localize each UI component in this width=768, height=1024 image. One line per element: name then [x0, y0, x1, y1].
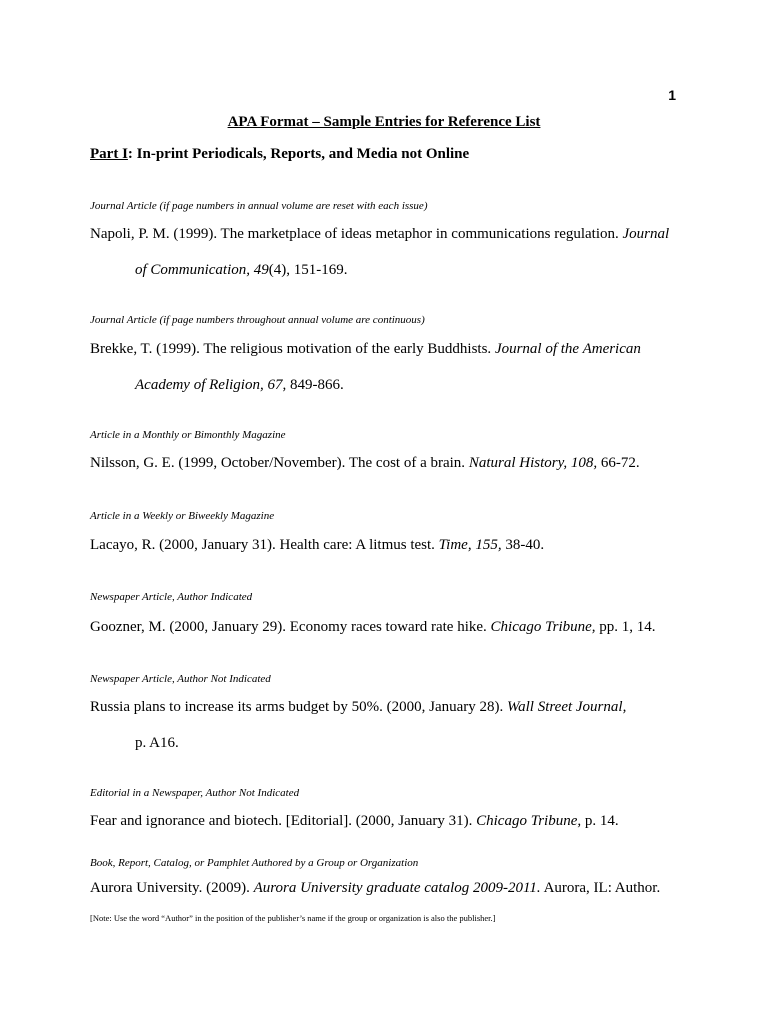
- entry-text: Russia plans to increase its arms budget by 50%. (2000, January 28).: [90, 699, 508, 715]
- entry-label: Article in a Weekly or Biweekly Magazine: [90, 510, 275, 522]
- entry-italic: Natural History, 108,: [468, 455, 598, 471]
- entry-text: 66-72.: [597, 455, 640, 471]
- entry-text: Aurora, IL: Author.: [540, 880, 661, 896]
- entry-text: 849-866.: [286, 377, 344, 393]
- entry-label: Journal Article (if page numbers throughout annual volume are continuous): [90, 314, 425, 326]
- entry-continuation: [90, 367, 641, 403]
- entry-italic: Journal of the American: [494, 341, 641, 357]
- entry-continuation: [90, 725, 626, 761]
- entry-text: (4), 151-169.: [268, 262, 348, 278]
- entry-label: Article in a Monthly or Bimonthly Magazine: [90, 429, 286, 441]
- entry-text: Fear and ignorance and biotech. [Editorial]. (2000, January 31).: [90, 813, 477, 829]
- part-separator: :: [127, 146, 133, 162]
- entry-italic: Chicago Tribune,: [490, 619, 596, 635]
- entry-label: Newspaper Article, Author Indicated: [90, 591, 253, 603]
- reference-entry: [90, 527, 544, 563]
- reference-entry: [90, 870, 660, 906]
- entry-italic: Academy of Religion, 67,: [135, 377, 287, 393]
- reference-entry: [90, 331, 641, 403]
- entry-italic: Time, 155,: [438, 537, 502, 553]
- entry-italic: of Communication, 49: [135, 262, 269, 278]
- part-label: Part I: [90, 146, 128, 162]
- entry-text: Lacayo, R. (2000, January 31). Health care: A litmus test.: [90, 537, 439, 553]
- publisher-note: [Note: Use the word “Author” in the position of the publisher’s name if the group or organization is also the publisher.]: [90, 913, 496, 923]
- entry-text: p. A16.: [135, 735, 179, 751]
- entry-label: Book, Report, Catalog, or Pamphlet Authored by a Group or Organization: [90, 857, 419, 869]
- entry-text: pp. 1, 14.: [595, 619, 656, 635]
- entry-italic: Aurora University graduate catalog 2009-2011.: [253, 880, 541, 896]
- part-heading: [90, 146, 469, 163]
- entry-text: p. 14.: [581, 813, 619, 829]
- entry-text: Napoli, P. M. (1999). The marketplace of ideas metaphor in communications regulation.: [90, 226, 623, 242]
- entry-text: Aurora University. (2009).: [90, 880, 254, 896]
- entry-text: Goozner, M. (2000, January 29). Economy races toward rate hike.: [90, 619, 491, 635]
- entry-text: Nilsson, G. E. (1999, October/November). The cost of a brain.: [90, 455, 469, 471]
- entry-text: Brekke, T. (1999). The religious motivation of the early Buddhists.: [90, 341, 495, 357]
- entry-continuation: [90, 252, 669, 288]
- part-text: In-print Periodicals, Reports, and Media not Online: [132, 146, 470, 162]
- page-number: 1: [668, 87, 676, 103]
- reference-entry: [90, 216, 669, 288]
- reference-entry: [90, 689, 626, 761]
- page-title: APA Format – Sample Entries for Reference List: [227, 114, 541, 130]
- entry-label: Newspaper Article, Author Not Indicated: [90, 673, 271, 685]
- entry-text: 38-40.: [501, 537, 545, 553]
- reference-entry: [90, 609, 656, 645]
- entry-italic: Chicago Tribune,: [476, 813, 582, 829]
- entry-italic: Journal: [622, 226, 670, 242]
- entry-label: Journal Article (if page numbers in annual volume are reset with each issue): [90, 200, 428, 212]
- entry-label: Editorial in a Newspaper, Author Not Indicated: [90, 787, 300, 799]
- entry-italic: Wall Street Journal,: [507, 699, 627, 715]
- reference-entry: [90, 445, 640, 481]
- reference-entry: [90, 803, 619, 839]
